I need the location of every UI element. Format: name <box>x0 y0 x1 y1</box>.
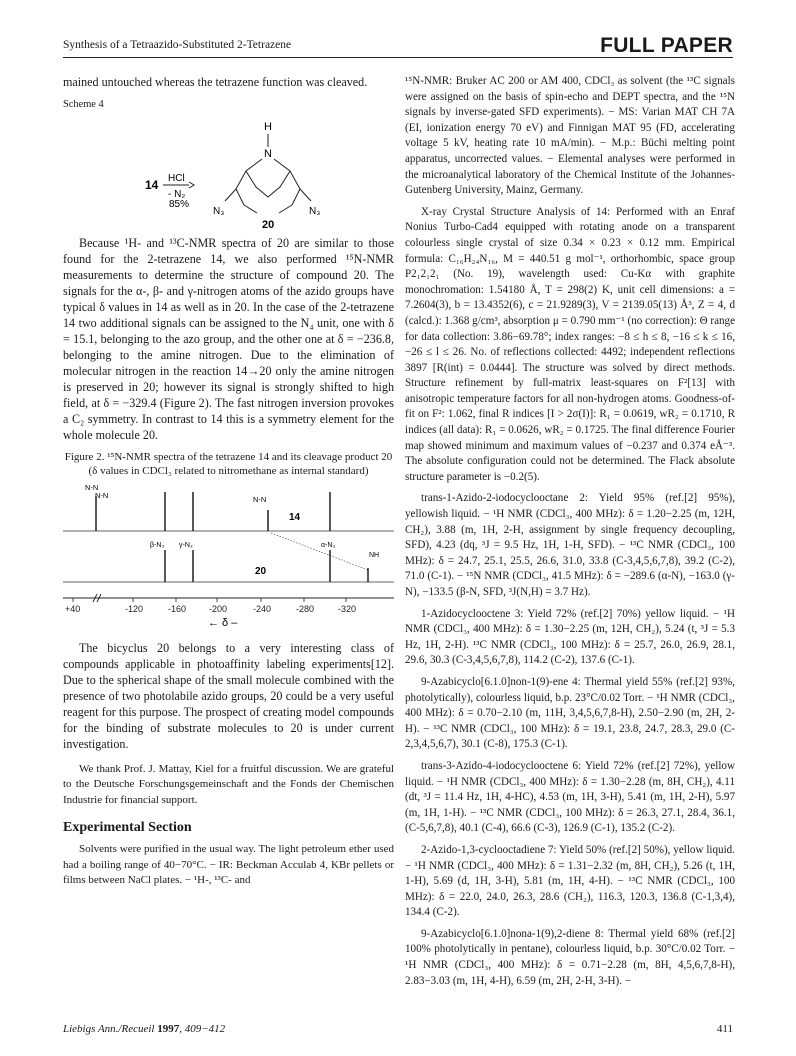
compound-7-data: 2-Azido-1,3-cyclooctadiene 7: Yield 50% (ref.[2] 50%), yellow liquid. − ¹H NMR (CDCl₃, 400 MHz): δ = 1.31−2.32 (m, 8H, CH₂), 5.26 (t, 1H, 1-H), 5.69 (d, 1H, 3-H), 5.81 (m, 1H, 4-H). − ¹³C NMR (CDCl₃, 100 MHz): δ = 22.0, 24.0, 26.3, 28.6 (CH₂), 116.3, 120.3, 136.8 (C-1,3,4), 134.4 (C-2). <box>405 843 735 919</box>
bicyclic-skeleton <box>225 159 311 213</box>
label-beta-n3: β-N₃ <box>150 542 165 549</box>
scheme-yield: 85% <box>169 199 190 210</box>
axis-tick-label: -200 <box>209 604 228 614</box>
axis-tick-label: -320 <box>338 604 357 614</box>
label-alpha-n3: α-N₃ <box>321 542 336 549</box>
figure-2-drawing <box>63 484 394 594</box>
compound-8-data: 9-Azabicyclo[6.1.0]nona-1(9),2-diene 8: Thermal yield 68% (ref.[2] 100% photolytically in pentane), colourless liquid, b.p. 30°C/0.02 Torr. − ¹H NMR (CDCl₃, 400 MHz): δ = 0.71−2.28 (m, 8H, 4,5,6,7,8-H), 2.83−3.03 (m, 1H, 4-H), 6.59 (m, 2H, 2-H, 3-H). − <box>405 927 735 987</box>
azo-sketch-1: N-N <box>95 491 109 500</box>
paragraph-photoaffinity: The bicyclus 20 belongs to a very interesting class of compounds applicable in photoaffinity labeling experiments[12]. Due to the spherical shape of the small molecule combined with the presence of two photolabile azido groups, 20 could be a very useful reagent for this purpose. The prospect of creating model compounds for the binding of substrate molecules to 20 is under current investigation. <box>63 641 394 751</box>
spectrum-label-14: 14 <box>289 512 301 523</box>
journal-pages: , 409−412 <box>179 1023 226 1035</box>
scheme-label: Scheme 4 <box>63 99 104 110</box>
scheme-4-drawing <box>63 113 394 231</box>
section-label: FULL PAPER <box>600 34 733 57</box>
azo-sketch-2: N-N <box>253 495 267 504</box>
left-column <box>63 74 394 888</box>
paragraph-instrumentation: ¹⁵N-NMR: Bruker AC 200 or AM 400, CDCl₃ as solvent (the ¹³C signals were assigned on the basis of spin-echo and DEPT spectra, and the ¹⁵N signals by inverse-gated SFD experiments). − MS: Varian MAT CH 7A (EI, ionization energy 70 eV) and Finnigan MAT 95 (FD, accelerating voltage 5 kV, heating rate 10 mA/min). − M.p.: Büchi melting point apparatus, uncorrected values. − Elemental analyses were performed in the microanalytical laboratory of the Chemical Institute of the Johannes-Gutenberg University, Mainz, Germany. <box>405 75 735 197</box>
experimental-heading: Experimental Section <box>63 820 192 836</box>
spectrum-20 <box>63 542 394 582</box>
paragraph-continued: mained untouched whereas the tetrazene function was cleaved. <box>63 75 368 89</box>
spectrum-label-20: 20 <box>255 566 267 577</box>
axis-tick-label: -280 <box>296 604 315 614</box>
scheme-reactant: 14 <box>145 178 159 192</box>
azide-right: N₃ <box>309 206 321 217</box>
journal-year: 1997 <box>157 1023 180 1035</box>
journal-name: Liebigs Ann./Recueil <box>63 1023 155 1035</box>
tetrazene-sketch: N-N <box>85 484 99 492</box>
compound-2-data: trans-1-Azido-2-iodocyclooctane 2: Yield 95% (ref.[2] 95%), yellowish liquid. − ¹H NMR (CDCl₃, 400 MHz): δ = 1.20−2.25 (m, 12H, CH₂), 3.88 (m, 1H, 2-H, assignment by single frequency decoupling, SFD), 4.23 (dq, ³J = 9.5 Hz, 1H, 1-H, SFD). − ¹³C NMR (CDCl₃, 100 MHz): δ = 24.7, 25.1, 25.5, 26.6, 31.0, 33.8 (C-3,4,5,6,7,8), 39.2 (C-2), 71.0 (C-1). − ¹⁵N NMR (CDCl₃, 41.5 MHz): δ = −289.6 (α-N), −163.0 (γ-N), −133.5 (β-N, SFD, ³J(N,H) = 3.7 Hz). <box>405 492 735 598</box>
compound-4-data: 9-Azabicyclo[6.1.0]non-1(9)-ene 4: Thermal yield 55% (ref.[2] 93%, photolytically), colourless liquid, b.p. 23°C/0.02 Torr. − ¹H NMR (CDCl₃, 400 MHz): δ = 0.70−2.10 (m, 11H, 3,4,5,6,7,8-H), 2.50−2.90 (m, 2H, 2-H). − ¹³C NMR (CDCl₃, 100 MHz): δ = 19.1, 23.8, 24.7, 28.3, 29.0 (C-2,3,4,5,6,7), 30.1 (C-8), 175.3 (C-1). <box>405 675 735 751</box>
paragraph-xray: X-ray Crystal Structure Analysis of 14: Performed with an Enraf Nonius Turbo-Cad4 equipped with rotating anode on a transparent colourless single crystal of size 0.34 × 0.23 × 0.12 mm. Empirical formula: C₁₆H₂₄N₁₆, M = 440.51 g mol⁻¹, orthorhombic, space group P2₁2₁2₁ (No. 19), wavelength used: Cu-Kα with graphite monochromation: 1.54180 Å, T = 298(2) K, unit cell dimensions: a = 7.2604(3), b = 13.4352(6), c = 21.9289(3), V = 2139.05(13) Å³, Z = 4, d (calcd.): 1.368 g/cm³, absorption μ = 0.790 mm⁻¹ (no correction): Θ range for data collection: 3.86−69.78°; index ranges: −8 ≤ h ≤ 8, −16 ≤ k ≤ 16, −26 ≤ l ≤ 26. No. of reflections collected: 4492; independent reflections 3897 [R(int) = 0.0444]. The structure was solved by direct methods. Structure refinement by full-matrix least-squares on F²[13] with anisotropic temperature factors for all non-hydrogen atoms. Goodness-of-fit on F²: 1.062, final R indices [I > 2σ(I)]: R₁ = 0.0619, wR₂ = 0.1710, R indices (all data): R₁ = 0.0626, wR₂ = 0.1725. The final difference Fourier map showed minimum and maximum values of −0.237 and 0.374 eÅ⁻³. The absolute configuration could not be determined. The Flack absolute structure parameter is −0.2(5). <box>405 205 736 483</box>
label-gamma-n3: γ-N₃ <box>179 542 193 549</box>
atom-n: N <box>264 148 272 160</box>
figure-2-axis <box>63 594 394 630</box>
axis-tick-label: -240 <box>253 604 272 614</box>
compound-6-data: trans-3-Azido-4-iodocyclooctene 6: Yield 72% (ref.[2] 72%), yellow liquid. − ¹H NMR (CDCl₃, 400 MHz): δ = 1.30−2.28 (m, 8H, CH₂), 4.11 (dt, ³J = 11.4 Hz, 1H, 4-HC), 4.53 (m, 1H, 3-H), 5.41 (m, 1H, 2-H), 5.97 (m, 1H, 1-H). − ¹³C NMR (CDCl₃, 100 MHz): δ = 26.3, 27.1, 28.4, 36.1, (C-5,6,7,8), 40.1 (C-4), 66.6 (C-3), 126.9 (C-1), 135.2 (C-2). <box>405 759 735 835</box>
scheme-product-label: 20 <box>262 219 275 231</box>
page-number: 411 <box>716 1023 733 1035</box>
axis-tick-label: +40 <box>65 604 81 614</box>
scheme-reagent: HCl <box>168 173 185 184</box>
figure-2-caption: Figure 2. ¹⁵N-NMR spectra of the tetrazene 14 and its cleavage product 20 (δ values in CDCl₃ related to nitromethane as internal standard) <box>64 451 393 477</box>
label-nh: NH <box>369 552 380 559</box>
azide-left: N₃ <box>213 206 225 217</box>
paragraph-nmr-discussion: Because ¹H- and ¹³C-NMR spectra of 20 are similar to those found for the 2-tetrazene 14, we also performed ¹⁵N-NMR measurements to determine the structure of compound 20. The signals for the α-, β- and γ-nitrogen atoms of the azido groups have typical δ values in 14 as well as in 20. In the case of the 2-tetrazene 14 two additional signals can be assigned to the N₄ unit, one with δ = 15.1, belonging to the azo group, and the other one at δ = −236.8, belonging to the amine nitrogen. Due to the elimination of molecular nitrogen in the reaction 14→20 only the amine nitrogen is preserved in 20; however its signal is strongly shifted to high field, at δ = −329.4 (Figure 2). The fast nitrogen inversion provokes a C₂ symmetry. In contrast to 14 this is a symmetry element for the whole molecule 20. <box>63 236 394 442</box>
compound-3-data: 1-Azidocyclooctene 3: Yield 72% (ref.[2] 70%) yellow liquid. − ¹H NMR (CDCl₃, 400 MHz): δ = 1.30−2.25 (m, 12H, CH₂), 5.24 (t, ³J = 5.3 Hz, 1H, 2-H). ¹³C NMR (CDCl₃, 100 MHz): δ = 25.7, 26.0, 26.9, 28.1, 29.6, 30.3 (C-3,4,5,6,7,8), 114.2 (C-2), 137.6 (C-1). <box>405 607 735 667</box>
header-rule <box>63 57 733 58</box>
axis-label: ← δ – <box>208 617 238 629</box>
spectrum-14 <box>63 484 394 531</box>
scheme-byproduct: - N₂ <box>168 189 186 200</box>
reaction-arrow-head <box>189 182 194 188</box>
acknowledgement: We thank Prof. J. Mattay, Kiel for a fruitful discussion. We are grateful to the Deutsche Forschungsgemeinschaft and the Fonds der Chemischen Industrie for financial support. <box>63 763 394 806</box>
right-column <box>405 74 735 989</box>
atom-h: H <box>264 121 272 133</box>
journal-citation <box>63 1023 225 1035</box>
running-title: Synthesis of a Tetraazido-Substituted 2-Tetrazene <box>63 39 292 51</box>
shift-guide-line <box>271 533 368 570</box>
figure-2-spectra <box>63 484 394 594</box>
axis-tick-label: -160 <box>168 604 187 614</box>
axis-ticks <box>65 598 356 614</box>
axis-drawing <box>63 594 394 630</box>
experimental-paragraph: Solvents were purified in the usual way. The light petroleum ether used had a boiling range of 40−70°C. − IR: Beckman Acculab 4, KBr pellets or films between NaCl plates. − ¹H-, ¹³C- and <box>63 843 394 887</box>
axis-tick-label: -120 <box>125 604 144 614</box>
scheme-4 <box>63 113 394 231</box>
